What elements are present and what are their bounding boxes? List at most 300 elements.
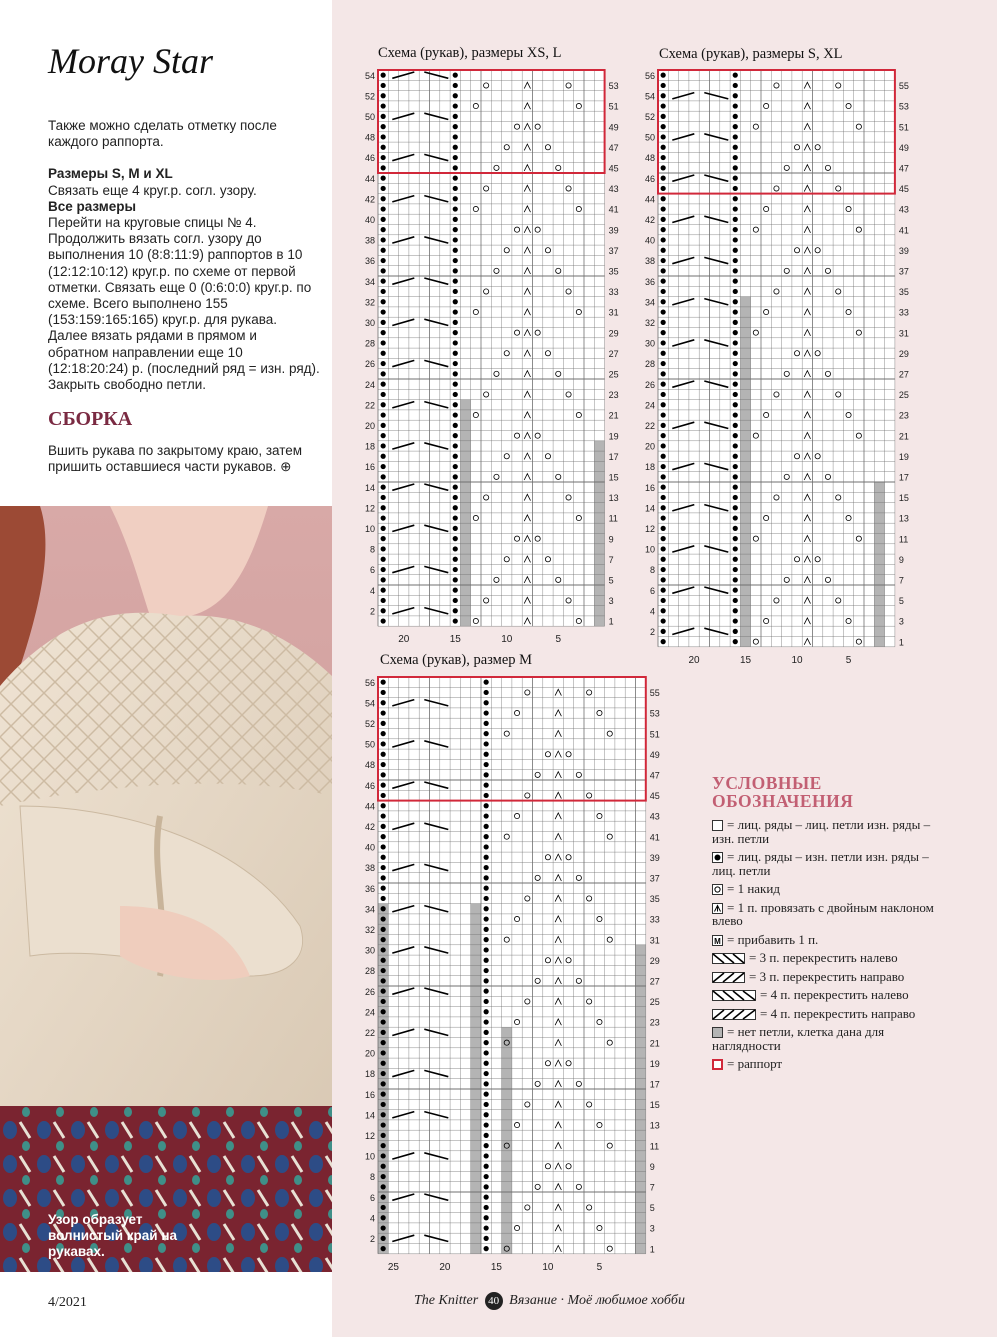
purl-dot (453, 443, 458, 448)
row-number: 19 (898, 451, 909, 462)
row-number: 29 (649, 955, 660, 966)
row-number: 18 (644, 462, 655, 473)
row-number: 41 (649, 832, 660, 843)
purl-dot (733, 515, 738, 520)
purl-dot (484, 1081, 489, 1086)
purl-dot (381, 896, 386, 901)
purl-dot (381, 309, 386, 314)
row-number: 9 (649, 1161, 655, 1172)
purl-dot (484, 813, 489, 818)
purl-dot (453, 227, 458, 232)
purl-dot (661, 433, 666, 438)
row-number: 3 (608, 596, 614, 607)
purl-dot (484, 1122, 489, 1127)
column-label: 5 (596, 1261, 603, 1273)
purl-dot (381, 361, 386, 366)
purl-dot (733, 186, 738, 191)
row-number: 44 (644, 194, 655, 205)
purl-dot (733, 268, 738, 273)
all-sizes-text-4: Всего выполнено 155 (153:159:165:165) круг.р. для рукава. (48, 296, 278, 328)
row-number: 39 (608, 225, 619, 236)
row-number: 35 (608, 266, 619, 277)
row-number: 19 (649, 1058, 660, 1069)
purl-dot (733, 443, 738, 448)
purl-dot (661, 114, 666, 119)
purl-dot (453, 618, 458, 623)
purl-dot (453, 279, 458, 284)
row-number: 8 (649, 565, 655, 576)
purl-dot (381, 690, 386, 695)
purl-dot (381, 1071, 386, 1076)
row-number: 17 (649, 1079, 660, 1090)
row-number: 29 (898, 348, 909, 359)
row-number: 9 (608, 534, 614, 545)
purl-dot (733, 433, 738, 438)
row-number: 52 (364, 719, 375, 729)
row-number: 55 (649, 688, 660, 699)
purl-dot (661, 227, 666, 232)
purl-dot (733, 402, 738, 407)
purl-dot (733, 361, 738, 366)
row-number: 21 (898, 431, 909, 442)
purl-dot (381, 1153, 386, 1158)
row-number: 21 (649, 1038, 660, 1049)
purl-dot (661, 515, 666, 520)
purl-dot (381, 340, 386, 345)
purl-dot (381, 824, 386, 829)
row-number: 26 (364, 359, 375, 370)
purl-dot (381, 371, 386, 376)
purl-dot (661, 464, 666, 469)
legend-item-rapport: = раппорт (712, 1057, 942, 1071)
purl-dot (484, 1236, 489, 1241)
purl-dot (733, 485, 738, 490)
purl-dot (484, 1215, 489, 1220)
purl-dot (661, 526, 666, 531)
row-number: 10 (644, 544, 655, 555)
purl-dot (381, 1225, 386, 1230)
row-number: 20 (364, 1048, 375, 1059)
row-number: 2 (649, 627, 655, 637)
row-number: 51 (898, 122, 909, 133)
purl-dot (453, 485, 458, 490)
purl-dot (484, 741, 489, 746)
purl-dot (381, 1061, 386, 1066)
row-number: 25 (608, 369, 619, 380)
purl-dot (381, 1205, 386, 1210)
purl-dot (381, 155, 386, 160)
legend-item-cross-4-left: = 4 п. перекрестить налево (712, 988, 942, 1002)
row-number: 51 (608, 101, 619, 112)
row-number: 14 (364, 482, 375, 493)
purl-dot (453, 382, 458, 387)
purl-dot (484, 875, 489, 880)
purl-dot (661, 629, 666, 634)
purl-dot (661, 134, 666, 139)
purl-dot (453, 515, 458, 520)
purl-dot (381, 103, 386, 108)
row-number: 25 (898, 390, 909, 401)
purl-dot (733, 279, 738, 284)
purl-dot (661, 474, 666, 479)
purl-dot (733, 577, 738, 582)
purl-dot (661, 485, 666, 490)
row-number: 49 (608, 122, 619, 133)
purl-dot (733, 176, 738, 181)
purl-dot (381, 999, 386, 1004)
purl-dot (484, 1061, 489, 1066)
purl-dot (453, 505, 458, 510)
row-number: 16 (364, 1089, 375, 1100)
row-number: 33 (649, 914, 660, 925)
purl-dot (381, 320, 386, 325)
purl-dot (381, 598, 386, 603)
purl-dot (381, 464, 386, 469)
purl-dot (381, 916, 386, 921)
row-number: 20 (644, 441, 655, 452)
purl-dot (661, 402, 666, 407)
row-number: 30 (364, 318, 375, 328)
purl-dot (453, 608, 458, 613)
purl-dot (661, 217, 666, 222)
row-number: 37 (608, 245, 619, 256)
row-number: 22 (364, 400, 375, 411)
purl-dot (381, 968, 386, 973)
purl-dot (661, 289, 666, 294)
cross-4-left-icon (712, 990, 756, 1001)
purl-dot (453, 412, 458, 417)
column-label: 10 (791, 654, 803, 666)
issue-number: 4/2021 (48, 1295, 87, 1310)
purl-dot (381, 865, 386, 870)
row-number: 45 (649, 791, 660, 802)
column-label: 25 (387, 1261, 400, 1273)
purl-dot (381, 793, 386, 798)
column-label: 10 (542, 1261, 554, 1273)
purl-dot (484, 1184, 489, 1189)
row-number: 31 (608, 307, 619, 318)
purl-dot (453, 567, 458, 572)
purl-dot (661, 73, 666, 78)
purl-dot (733, 505, 738, 510)
double-decrease-icon (712, 903, 723, 914)
purl-dot (661, 423, 666, 428)
purl-dot (661, 320, 666, 325)
row-number: 21 (608, 410, 619, 421)
purl-dot (484, 1143, 489, 1148)
purl-dot (381, 134, 386, 139)
row-number: 32 (364, 297, 375, 308)
row-number: 1 (608, 616, 614, 627)
purl-dot (453, 546, 458, 551)
purl-dot (381, 73, 386, 78)
purl-dot (733, 608, 738, 613)
row-number: 14 (644, 503, 655, 514)
chart-xs-l-title: Схема (рукав), размеры XS, L (378, 45, 562, 61)
purl-dot (453, 165, 458, 170)
row-number: 56 (364, 677, 375, 688)
purl-dot (661, 588, 666, 593)
purl-dot (453, 402, 458, 407)
purl-dot (381, 546, 386, 551)
row-number: 31 (898, 328, 909, 339)
chart-xs-l (360, 66, 630, 648)
purl-dot (381, 855, 386, 860)
magazine-name: The Knitter (414, 1293, 479, 1309)
row-number: 42 (364, 194, 375, 205)
row-number: 7 (898, 575, 904, 586)
legend-item-knit: = лиц. ряды – лиц. петли изн. ряды – изн. петли (712, 817, 931, 846)
all-sizes-text-3: Связать еще 0 (0:6:0:0) круг.р. по схеме. (48, 279, 312, 312)
row-number: 27 (608, 348, 619, 359)
purl-dot (381, 1009, 386, 1014)
row-number: 53 (649, 708, 660, 719)
purl-dot (453, 134, 458, 139)
purl-dot (453, 176, 458, 181)
purl-dot (381, 567, 386, 572)
row-number: 5 (649, 1203, 655, 1214)
purl-dot (381, 710, 386, 715)
column-label: 15 (739, 654, 752, 666)
row-number: 50 (364, 112, 375, 122)
purl-dot (733, 258, 738, 263)
row-number: 39 (649, 852, 660, 863)
row-number: 49 (898, 142, 909, 153)
purl-dot (381, 680, 386, 685)
row-number: 28 (364, 338, 375, 349)
purl-dot (661, 567, 666, 572)
purl-dot (381, 927, 386, 932)
purl-dot (453, 309, 458, 314)
purl-dot (733, 454, 738, 459)
row-number: 34 (364, 904, 375, 915)
purl-dot (453, 299, 458, 304)
purl-dot (484, 772, 489, 777)
purl-dot (661, 145, 666, 150)
purl-dot (484, 762, 489, 767)
purl-dot (381, 443, 386, 448)
instructions-text (48, 118, 320, 393)
sizes-smxl-text: Связать еще 4 круг.р. согл. узору. (48, 182, 257, 198)
purl-dot (381, 1174, 386, 1179)
row-number: 45 (898, 184, 909, 195)
row-number: 27 (898, 369, 909, 380)
row-number: 38 (364, 235, 375, 246)
column-label: 10 (501, 634, 513, 646)
purl-dot (733, 134, 738, 139)
purl-dot (733, 340, 738, 345)
purl-dot (381, 299, 386, 304)
row-number: 16 (364, 462, 375, 473)
purl-dot (733, 495, 738, 500)
purl-dot (661, 330, 666, 335)
purl-dot (661, 196, 666, 201)
purl-dot (453, 145, 458, 150)
row-number: 52 (644, 112, 655, 122)
row-number: 38 (644, 256, 655, 267)
row-number: 4 (649, 606, 655, 617)
purl-dot (381, 834, 386, 839)
purl-dot (733, 227, 738, 232)
article-title: Moray Star (48, 41, 213, 81)
purl-dot (381, 206, 386, 211)
purl-dot (661, 598, 666, 603)
purl-dot (661, 248, 666, 253)
yarn-over-icon (712, 884, 723, 895)
purl-dot (381, 1030, 386, 1035)
purl-dot (381, 752, 386, 757)
row-number: 8 (369, 544, 375, 555)
purl-dot (453, 93, 458, 98)
purl-dot (733, 412, 738, 417)
purl-dot (453, 536, 458, 541)
purl-dot (661, 206, 666, 211)
row-number: 17 (898, 472, 909, 483)
purl-dot (381, 813, 386, 818)
purl-dot (381, 248, 386, 253)
purl-dot (453, 268, 458, 273)
purl-dot (733, 93, 738, 98)
purl-dot (381, 700, 386, 705)
footer-magazine (414, 1292, 685, 1310)
all-sizes-text-1: Перейти на круговые спицы № 4. Продолжить вязать согл. узору до выполнения (48, 215, 262, 263)
purl-dot (733, 464, 738, 469)
purl-dot (453, 83, 458, 88)
purl-dot (661, 454, 666, 459)
assembly-text: Вшить рукава по закрытому краю, затем пришить оставшиеся части рукавов. (48, 443, 303, 475)
row-number: 53 (898, 101, 909, 112)
purl-dot (453, 371, 458, 376)
purl-dot (484, 916, 489, 921)
row-number: 2 (369, 606, 375, 617)
purl-dot (381, 1215, 386, 1220)
row-number: 49 (649, 749, 660, 760)
legend-item-cross-4-right: = 4 п. перекрестить направо (712, 1007, 942, 1021)
purl-dot (733, 392, 738, 397)
row-number: 23 (608, 390, 619, 401)
purl-dot (381, 1122, 386, 1127)
purl-dot (381, 1236, 386, 1241)
grey-cell-icon (712, 1027, 723, 1038)
purl-dot (484, 958, 489, 963)
purl-dot (453, 103, 458, 108)
column-label: 20 (439, 1261, 451, 1273)
row-number: 35 (898, 287, 909, 298)
row-number: 34 (364, 276, 375, 287)
purl-dot (733, 557, 738, 562)
row-number: 22 (364, 1028, 375, 1038)
purl-dot (661, 371, 666, 376)
column-label: 20 (688, 654, 700, 666)
purl-dot (381, 1246, 386, 1251)
svg-text:M: M (714, 936, 721, 946)
purl-dot (381, 83, 386, 88)
page-number: 40 (485, 1292, 503, 1310)
purl-dot (381, 1081, 386, 1086)
purl-dot (381, 392, 386, 397)
purl-dot (661, 237, 666, 242)
purl-dot (381, 176, 386, 181)
row-number: 18 (364, 1069, 375, 1080)
purl-dot (381, 217, 386, 222)
purl-dot (381, 762, 386, 767)
purl-dot (661, 505, 666, 510)
purl-dot (381, 978, 386, 983)
row-number: 24 (364, 379, 375, 390)
purl-dot (381, 93, 386, 98)
purl-dot (733, 196, 738, 201)
purl-dot (381, 279, 386, 284)
photo-caption: Узор образует волнистый край на рукавах. (48, 1212, 177, 1259)
row-number: 46 (364, 153, 375, 164)
row-number: 7 (608, 554, 614, 565)
row-number: 45 (608, 163, 619, 174)
row-number: 6 (369, 565, 375, 576)
purl-dot (453, 330, 458, 335)
purl-dot (453, 289, 458, 294)
cross-4-right-icon (712, 1009, 756, 1020)
purl-dot (381, 731, 386, 736)
row-number: 24 (644, 400, 655, 411)
purl-dot (661, 639, 666, 644)
row-number: 55 (898, 81, 909, 92)
purl-dot (453, 196, 458, 201)
purl-dot (381, 515, 386, 520)
purl-dot (484, 1225, 489, 1230)
purl-dot (381, 721, 386, 726)
legend-title: УСЛОВНЫЕ ОБОЗНАЧЕНИЯ (712, 773, 854, 811)
purl-dot (381, 186, 386, 191)
row-number: 52 (364, 91, 375, 102)
legend-item-no-stitch: = нет петли, клетка дана для наглядности (712, 1024, 885, 1053)
purl-dot (453, 474, 458, 479)
row-number: 33 (608, 287, 619, 298)
purl-dot (453, 464, 458, 469)
purl-dot (733, 474, 738, 479)
row-number: 31 (649, 935, 660, 946)
purl-dot (733, 371, 738, 376)
purl-dot (733, 217, 738, 222)
row-number: 15 (608, 472, 619, 483)
purl-dot (661, 309, 666, 314)
purl-dot (661, 382, 666, 387)
model-photo (0, 506, 332, 1272)
row-number: 19 (608, 431, 619, 442)
purl-dot (733, 330, 738, 335)
purl-dot (381, 783, 386, 788)
purl-dot (661, 155, 666, 160)
purl-dot (381, 1164, 386, 1169)
purl-dot (381, 588, 386, 593)
purl-dot (381, 1092, 386, 1097)
purl-dot (381, 196, 386, 201)
legend-item-increase: M = прибавить 1 п. (712, 933, 942, 947)
row-number: 10 (364, 524, 375, 534)
purl-dot (661, 176, 666, 181)
purl-dot (381, 227, 386, 232)
purl-dot (381, 741, 386, 746)
purl-dot (453, 114, 458, 119)
purl-dot (733, 124, 738, 129)
purl-dot (661, 124, 666, 129)
row-number: 41 (608, 204, 619, 215)
row-number: 36 (364, 883, 375, 894)
purl-dot (484, 1112, 489, 1117)
row-number: 8 (369, 1172, 375, 1183)
purl-dot (484, 803, 489, 808)
column-label: 15 (490, 1261, 503, 1273)
purl-dot (733, 423, 738, 428)
